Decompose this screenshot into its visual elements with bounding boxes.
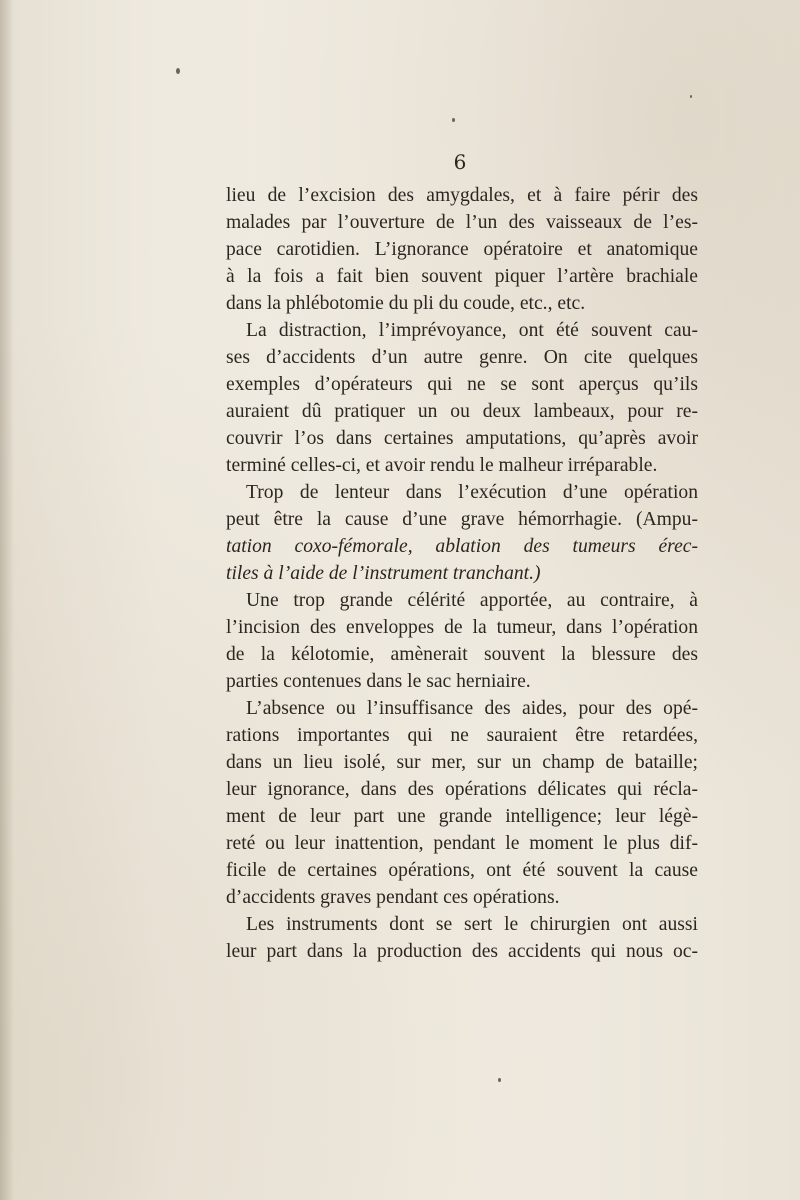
paragraph bbox=[226, 911, 698, 965]
text-line: de la kélotomie, amènerait souvent la blessure des bbox=[226, 644, 698, 665]
text-line: terminé celles-ci, et avoir rendu le malheur irréparable. bbox=[226, 455, 658, 476]
paragraph bbox=[226, 587, 698, 695]
text-line: ses d’accidents d’un autre genre. On cite quelques bbox=[226, 347, 698, 368]
text-line: reté ou leur inattention, pendant le moment le plus dif- bbox=[226, 833, 698, 854]
text-line: Trop de lenteur dans l’exécution d’une opération bbox=[246, 482, 698, 503]
text-line: Les instruments dont se sert le chirurgien ont aussi bbox=[246, 914, 698, 935]
text-line: exemples d’opérateurs qui ne se sont aperçus qu’ils bbox=[226, 374, 698, 395]
text-line: La distraction, l’imprévoyance, ont été souvent cau- bbox=[246, 320, 698, 341]
text-line: malades par l’ouverture de l’un des vaisseaux de l’es- bbox=[226, 212, 698, 233]
body-text bbox=[226, 182, 698, 965]
text-line: pace carotidien. L’ignorance opératoire et anatomique bbox=[226, 239, 698, 260]
text-line: couvrir l’os dans certaines amputations, qu’après avoir bbox=[226, 428, 698, 449]
paper-speck bbox=[176, 68, 180, 74]
paper-speck bbox=[452, 118, 455, 122]
text-line: d’accidents graves pendant ces opérations. bbox=[226, 887, 560, 908]
text-line: dans la phlébotomie du pli du coude, etc., etc. bbox=[226, 293, 586, 314]
text-line: ment de leur part une grande intelligence; leur légè- bbox=[226, 806, 698, 827]
paragraph bbox=[226, 479, 698, 587]
text-line-italic: tiles à l’aide de l’instrument tranchant.) bbox=[226, 563, 541, 584]
text-line: peut être la cause d’une grave hémorrhagie. (Ampu- bbox=[226, 509, 698, 530]
text-line: leur part dans la production des accidents qui nous oc- bbox=[226, 941, 698, 962]
text-line: ficile de certaines opérations, ont été souvent la cause bbox=[226, 860, 698, 881]
paragraph bbox=[226, 182, 698, 317]
page-spine-shadow bbox=[0, 0, 14, 1200]
text-line: rations importantes qui ne sauraient être retardées, bbox=[226, 725, 698, 746]
text-line: l’incision des enveloppes de la tumeur, dans l’opération bbox=[226, 617, 698, 638]
paragraph bbox=[226, 317, 698, 479]
paper-speck bbox=[690, 95, 692, 98]
text-line: auraient dû pratiquer un ou deux lambeaux, pour re- bbox=[226, 401, 698, 422]
text-line: L’absence ou l’insuffisance des aides, pour des opé- bbox=[246, 698, 698, 719]
text-line: parties contenues dans le sac herniaire. bbox=[226, 671, 531, 692]
page-number: 6 bbox=[453, 150, 467, 174]
text-line: Une trop grande célérité apportée, au contraire, à bbox=[246, 590, 698, 611]
paragraph bbox=[226, 695, 698, 911]
text-line: dans un lieu isolé, sur mer, sur un champ de bataille; bbox=[226, 752, 698, 773]
text-line: à la fois a fait bien souvent piquer l’artère brachiale bbox=[226, 266, 698, 287]
text-line: lieu de l’excision des amygdales, et à faire périr des bbox=[226, 185, 698, 206]
paper-speck bbox=[498, 1078, 501, 1082]
text-line: leur ignorance, dans des opérations délicates qui récla- bbox=[226, 779, 698, 800]
text-line-italic: tation coxo-fémorale, ablation des tumeurs érec- bbox=[226, 536, 698, 557]
